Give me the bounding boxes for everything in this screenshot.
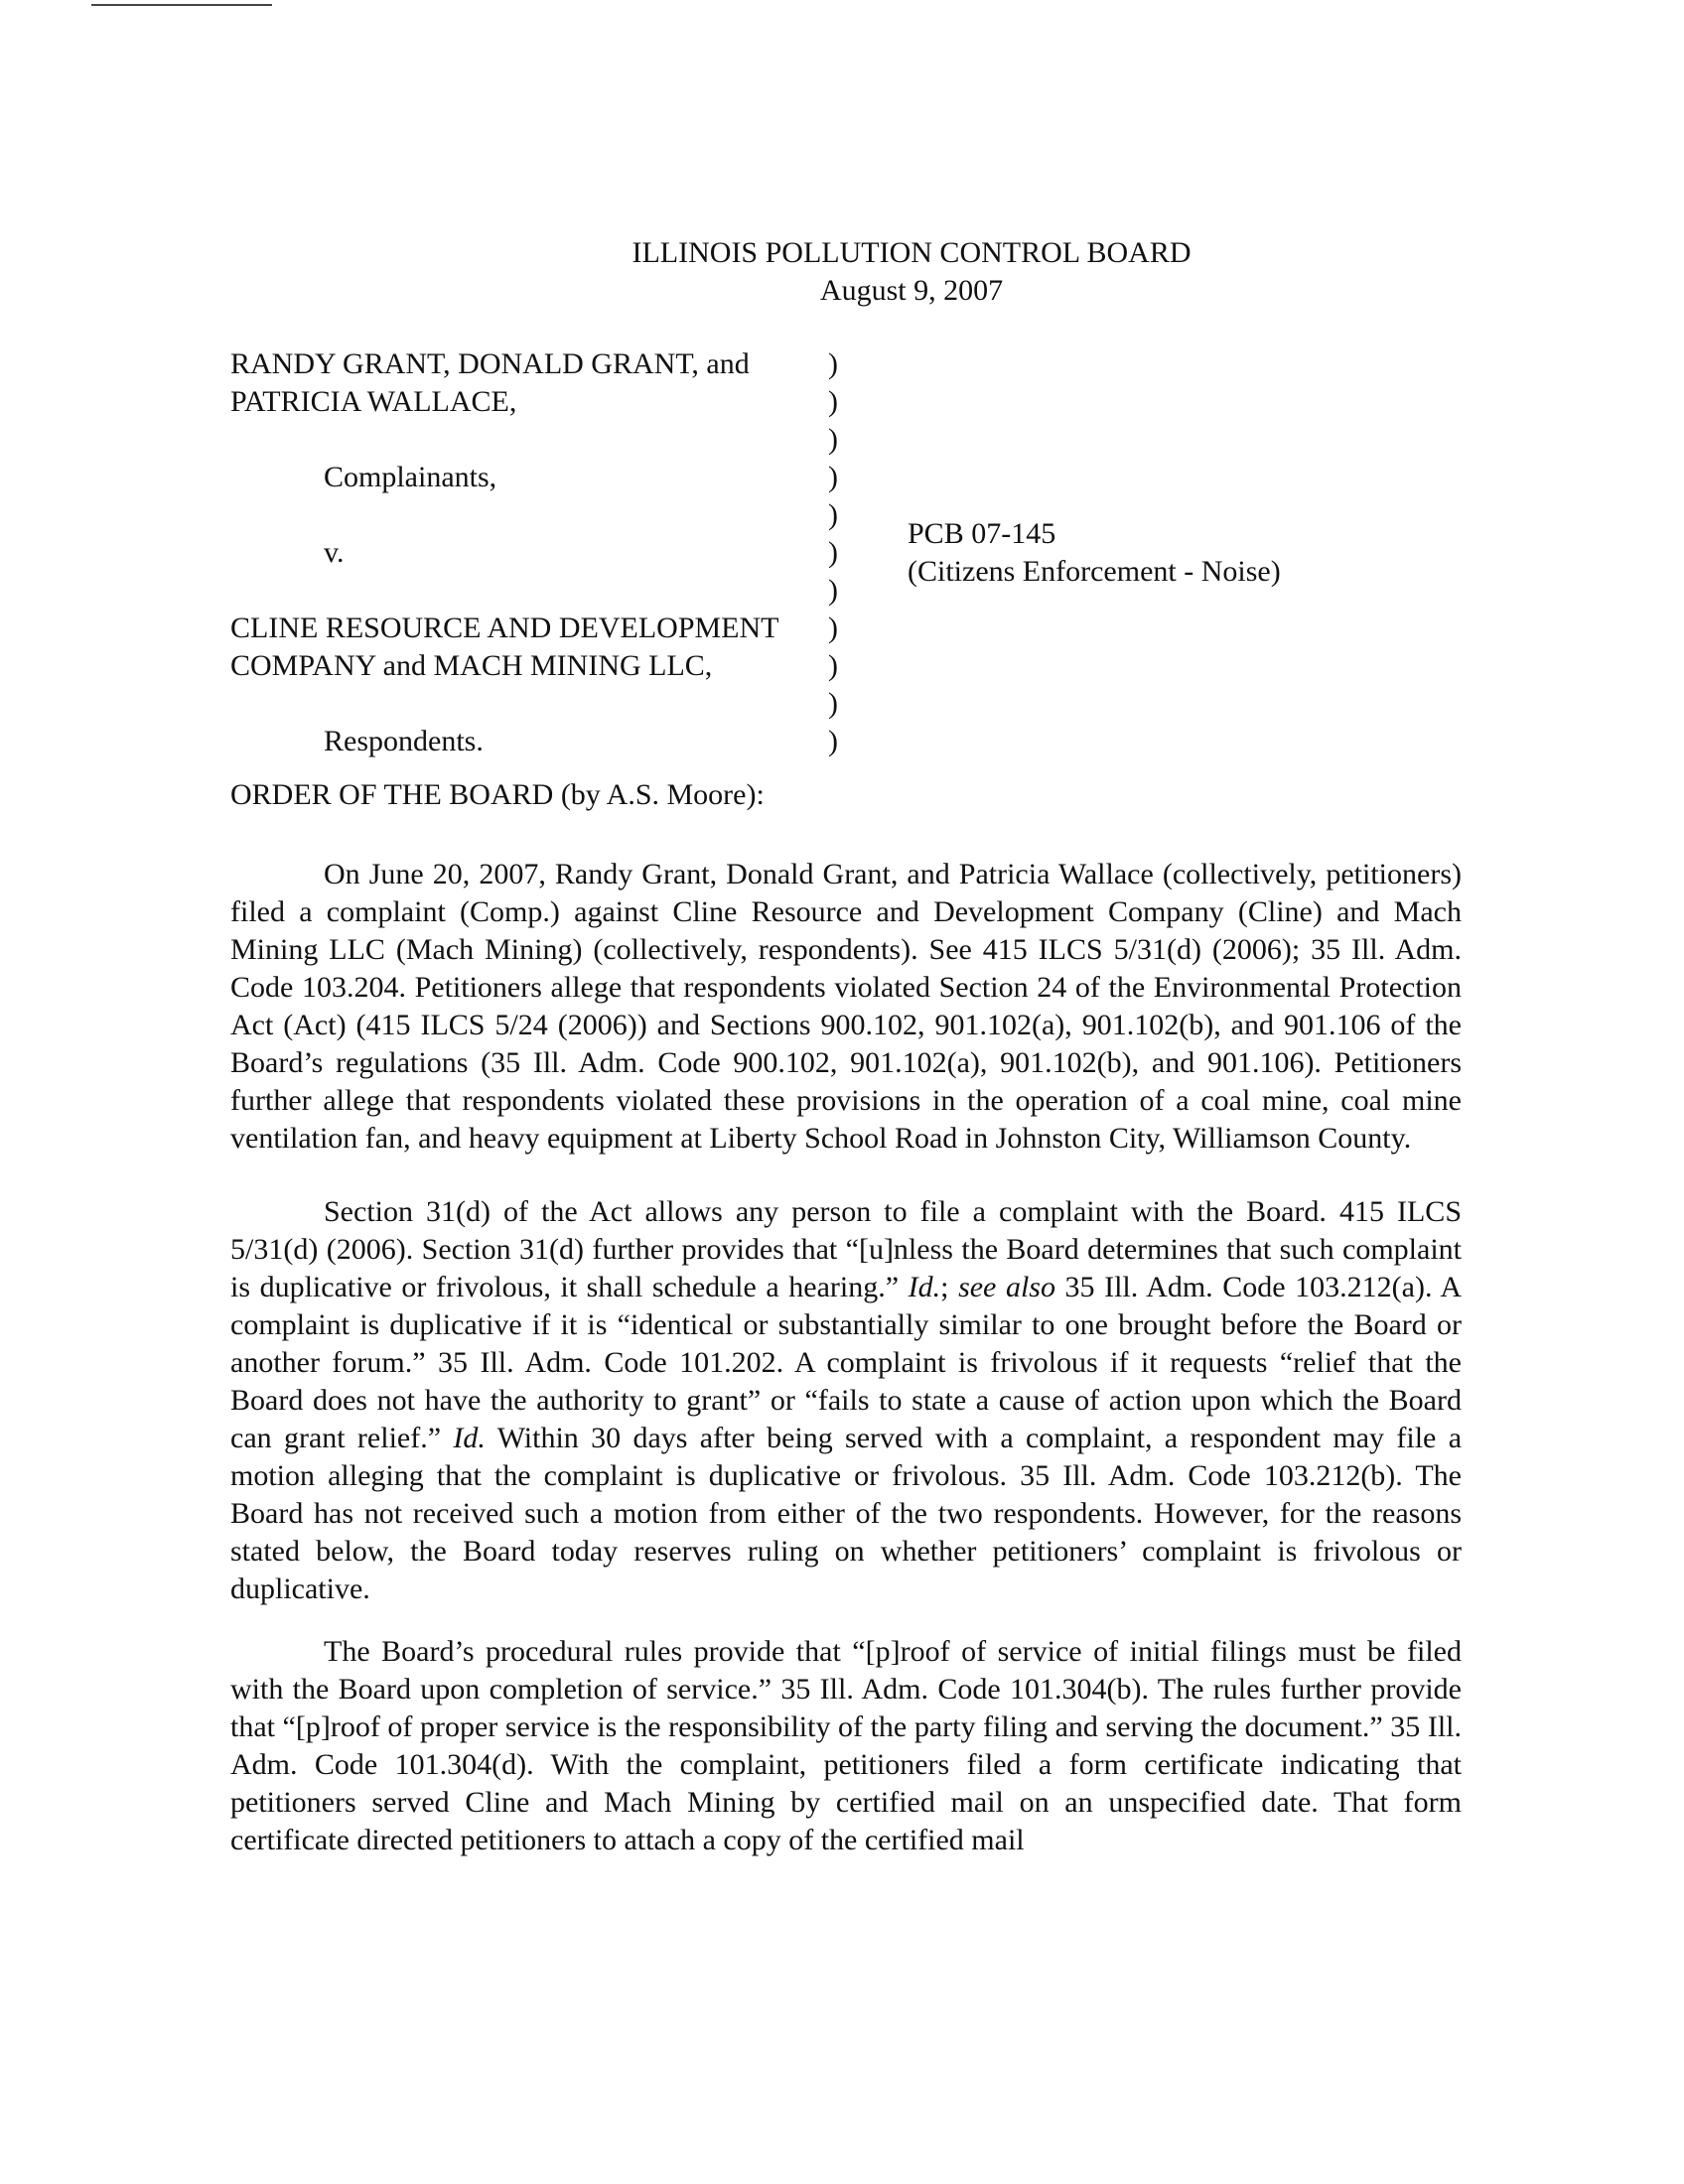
paragraph-2-part-b: 35 Ill. Adm. Code 103.212(a). A complaint is duplicative if it is “identical or substantially similar to one brought before the Board or another forum.” 35 Ill. Adm. Code 101.202. A complaint is frivolous if it requests “relief that the Board does not have the authority to grant” or “fails to state a cause of action upon which the Board can grant relief.” bbox=[230, 1271, 1463, 1454]
paragraph-3 bbox=[230, 1633, 1462, 1859]
paragraph-1 bbox=[230, 856, 1462, 1158]
case-number: PCB 07-145 bbox=[908, 517, 1056, 550]
caption-paren: ) bbox=[828, 385, 838, 418]
caption-paren: ) bbox=[828, 612, 838, 644]
complainants-line-2: PATRICIA WALLACE, bbox=[230, 385, 517, 418]
caption-paren: ) bbox=[828, 536, 838, 569]
respondents-role: Respondents. bbox=[324, 725, 484, 757]
order-date: August 9, 2007 bbox=[819, 274, 1004, 307]
caption-paren: ) bbox=[828, 498, 838, 531]
paragraph-2-part-c: Within 30 days after being served with a complaint, a respondent may file a motion alleging that the complaint is duplicative or frivolous. 35 Ill. Adm. Code 103.212(b). The Board has not received such a motion from either of the two respondents. However, for the reasons stated below, the Board today reserves ruling on whether petitioners’ complaint is frivolous or duplicative. bbox=[230, 1422, 1463, 1605]
agency-name: ILLINOIS POLLUTION CONTROL BOARD bbox=[632, 236, 1192, 269]
paragraph-3-text: The Board’s procedural rules provide that “[p]roof of service of initial filings must be filed with the Board upon completion of service.” 35 Ill. Adm. Code 101.304(b). The rules further provide that “[p]roof of proper service is the responsibility of the party filing and serving the document.” 35 Ill. Adm. Code 101.304(d). With the complaint, petitioners filed a form certificate indicating that petitioners served Cline and Mach Mining by certified mail on an unspecified date. That form certificate directed petitioners to attach a copy of the certified mail bbox=[230, 1635, 1462, 1856]
caption-paren: ) bbox=[828, 347, 838, 380]
caption-paren: ) bbox=[828, 687, 838, 720]
order-heading: ORDER OF THE BOARD (by A.S. Moore): bbox=[230, 778, 765, 811]
complainants-line-1: RANDY GRANT, DONALD GRANT, and bbox=[230, 347, 750, 380]
header-rule bbox=[91, 4, 272, 6]
case-caption-docket bbox=[908, 515, 1281, 591]
caption-paren: ) bbox=[828, 649, 838, 682]
paragraph-2 bbox=[230, 1193, 1462, 1608]
caption-paren: ) bbox=[828, 574, 838, 607]
complainants-role: Complainants, bbox=[324, 461, 497, 493]
caption-parentheses bbox=[828, 345, 848, 760]
paragraph-2-text bbox=[230, 1193, 1462, 1608]
paragraph-2-part-a: Section 31(d) of the Act allows any person to file a complaint with the Board. 415 ILCS 5/31(d) (2006). Section 31(d) further provides that “[u]nless the Board determines that such complaint is duplicative or frivolous, it shall schedule a hearing.” bbox=[230, 1195, 1462, 1303]
citation-id: Id. bbox=[908, 1271, 941, 1303]
caption-paren: ) bbox=[828, 461, 838, 493]
case-caption-parties bbox=[230, 345, 836, 760]
caption-paren: ) bbox=[828, 725, 838, 757]
case-type: (Citizens Enforcement - Noise) bbox=[908, 555, 1281, 588]
caption-paren: ) bbox=[828, 423, 838, 456]
citation-id: Id. bbox=[453, 1422, 486, 1454]
citation-see-also: see also bbox=[958, 1271, 1055, 1303]
paragraph-1-text: On June 20, 2007, Randy Grant, Donald Grant, and Patricia Wallace (collectively, petitioners) filed a complaint (Comp.) against Cline Resource and Development Company (Cline) and Mach Mining LLC (Mach Mining) (collectively, respondents). See 415 ILCS 5/31(d) (2006); 35 Ill. Adm. Code 103.204. Petitioners allege that respondents violated Section 24 of the Environmental Protection Act (Act) (415 ILCS 5/24 (2006)) and Sections 900.102, 901.102(a), 901.102(b), and 901.106 of the Board’s regulations (35 Ill. Adm. Code 900.102, 901.102(a), 901.102(b), and 901.106). Petitioners further allege that respondents violated these provisions in the operation of a coal mine, coal mine ventilation fan, and heavy equipment at Liberty School Road in Johnston City, Williamson County. bbox=[230, 858, 1462, 1155]
citation-separator: ; bbox=[940, 1271, 949, 1303]
versus-label: v. bbox=[324, 536, 345, 569]
respondents-line-2: COMPANY and MACH MINING LLC, bbox=[230, 649, 713, 682]
respondents-line-1: CLINE RESOURCE AND DEVELOPMENT bbox=[230, 612, 779, 644]
